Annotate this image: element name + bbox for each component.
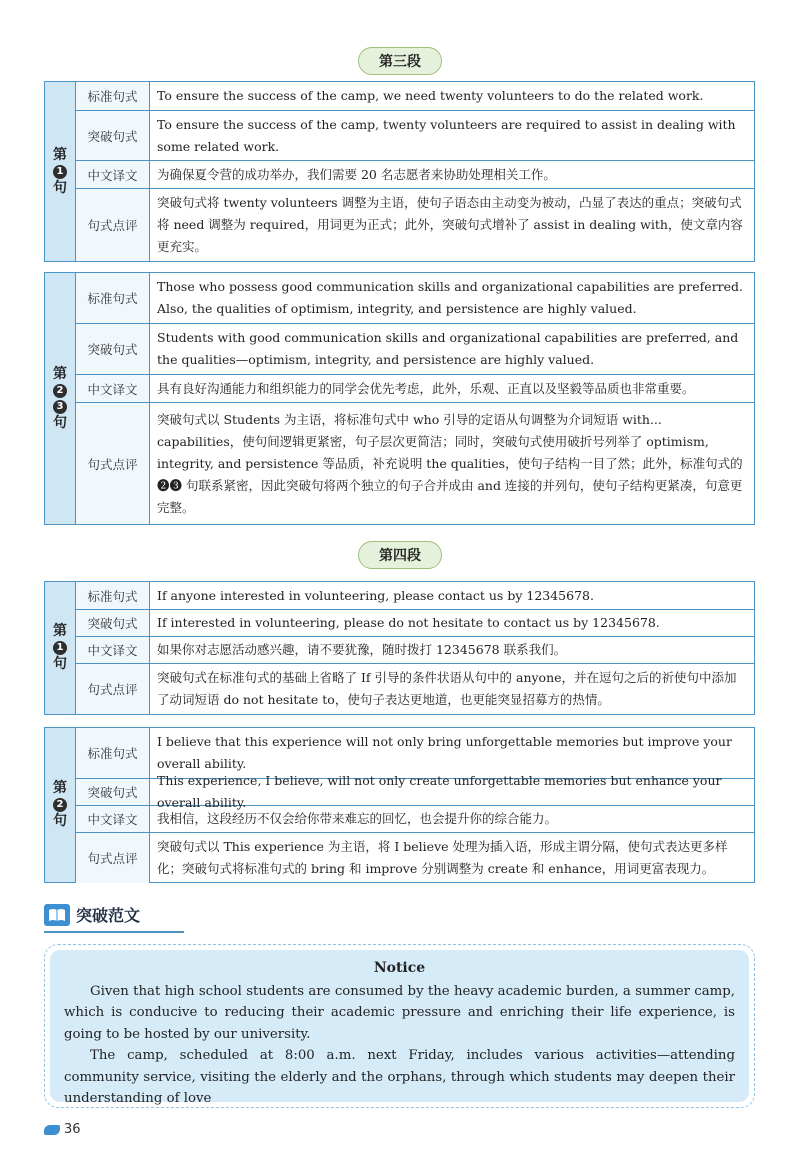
section-heading	[0, 47, 800, 75]
row-label: 中文译文	[76, 161, 150, 188]
table-row	[76, 610, 754, 637]
side-char: 句	[53, 813, 67, 829]
section-title: 第三段	[358, 47, 442, 75]
section-heading	[0, 541, 800, 569]
table-row	[76, 161, 754, 189]
row-label: 句式点评	[76, 189, 150, 261]
row-text: 突破句式将 twenty volunteers 调整为主语，使句子语态由主动变为被动，凸显了表达的重点；突破句式将 need 调整为 required，用词更为正式；此外，突破句式增补了 assist in dealing with，使文章内容更充实。	[157, 195, 743, 254]
row-text: 突破句式以 This experience 为主语，将 I believe 处理为插入语，形成主谓分隔，使句式表达更多样化；突破句式将标准句式的 bring 和 improve 分别调整为 create 和 enhance，用词更富表现力。	[157, 839, 728, 876]
side-char: 第	[53, 780, 67, 796]
side-char: 第	[53, 146, 67, 163]
sentence-block	[44, 727, 755, 883]
side-char: 句	[53, 179, 67, 196]
row-text: To ensure the success of the camp, we need twenty volunteers to do the related work.	[157, 88, 704, 103]
row-text: 为确保夏令营的成功举办，我们需要 20 名志愿者来协助处理相关工作。	[157, 166, 556, 182]
row-label: 突破句式	[76, 111, 150, 160]
table-row	[76, 637, 754, 664]
row-label: 句式点评	[76, 833, 150, 883]
table-row	[76, 375, 754, 403]
essay-box	[44, 944, 755, 1108]
table-row	[76, 82, 754, 111]
row-text: 我相信，这段经历不仅会给你带来难忘的回忆，也会提升你的综合能力。	[157, 811, 558, 826]
sentence-block	[44, 581, 755, 715]
row-text: Students with good communication skills and organizational capabilities are preferred, and the qualities—optimism, integrity, and persistence are highly valued.	[157, 330, 739, 367]
row-text: This experience, I believe, will not only create unforgettable memories but enhance your overall ability.	[157, 773, 722, 810]
table-row	[76, 833, 754, 883]
sentence-number	[45, 582, 76, 714]
table-row	[76, 664, 754, 714]
sentence-block	[44, 81, 755, 262]
table-row	[76, 806, 754, 833]
row-label: 突破句式	[76, 610, 150, 636]
table-row	[76, 111, 754, 161]
sentence-number	[45, 728, 76, 882]
essay-heading	[44, 903, 140, 926]
row-text: I believe that this experience will not only bring unforgettable memories but improve your overall ability.	[157, 734, 732, 771]
circled-number: 1	[53, 165, 67, 179]
row-text: To ensure the success of the camp, twenty volunteers are required to assist in dealing with some related work.	[157, 116, 736, 154]
row-text: 突破句式以 Students 为主语，将标准句式中 who 引导的定语从句调整为介词短语 with... capabilities，使句间逻辑更紧密，句子层次更简洁；同时，突破句式使用破折号列举了 optimism, integrity, and persistence 等品质，补充说明 the qualities，使句子结构一目了然；此外，标准句式的 ❷❸ 句联系紧密，因此突破句将两个独立的句子合并成由 and 连接的并列句，使句子结构更紧凑，句意更完整。	[157, 411, 743, 515]
essay-title: Notice	[373, 960, 426, 976]
table-row	[76, 324, 754, 375]
circled-number: 2	[53, 798, 67, 812]
circled-number: 3	[53, 400, 67, 414]
row-label: 句式点评	[76, 664, 150, 714]
row-text: If interested in volunteering, please do not hesitate to contact us by 12345678.	[157, 615, 660, 630]
side-char: 第	[53, 365, 67, 382]
row-text: 具有良好沟通能力和组织能力的同学会优先考虑，此外，乐观、正直以及坚毅等品质也非常重要。	[157, 380, 695, 396]
side-char: 句	[53, 656, 67, 672]
book-icon	[44, 904, 70, 926]
row-label: 突破句式	[76, 324, 150, 374]
row-label: 标准句式	[76, 82, 150, 110]
table-row	[76, 189, 754, 261]
essay-paragraph: The camp, scheduled at 8:00 a.m. next Friday, includes various activities—attending community service, visiting the elderly and the orphans, through which students may deepen their understanding of love	[64, 1048, 735, 1106]
table-row	[76, 773, 754, 810]
row-text: If anyone interested in volunteering, please contact us by 12345678.	[157, 587, 594, 603]
sentence-number	[45, 82, 76, 261]
row-text: 突破句式在标准句式的基础上省略了 If 引导的条件状语从句中的 anyone，并在逗句之后的祈使句中添加了动词短语 do not hesitate to，使句子表达更地道，也更能突显招募方的热情。	[157, 670, 737, 707]
divider	[44, 931, 184, 933]
circled-number: 1	[53, 641, 67, 655]
row-label: 句式点评	[76, 403, 150, 524]
essay-paragraph: Given that high school students are consumed by the heavy academic burden, a summer camp, which is conducive to reducing their academic pressure and enriching their life experience, is going to be hosted by our university.	[64, 983, 735, 1042]
row-label: 中文译文	[76, 806, 150, 832]
row-label: 突破句式	[76, 779, 150, 805]
side-char: 第	[53, 623, 67, 639]
sentence-block	[44, 272, 755, 525]
sentence-number	[45, 273, 76, 524]
row-label: 标准句式	[76, 273, 150, 323]
section-title: 第四段	[358, 541, 442, 569]
page-number-text: 36	[64, 1122, 81, 1137]
row-label: 标准句式	[76, 582, 150, 609]
table-row	[76, 403, 754, 524]
page-number	[44, 1122, 81, 1137]
table-row	[76, 582, 754, 610]
row-label: 中文译文	[76, 375, 150, 402]
row-text: 如果你对志愿活动感兴趣，请不要犹豫，随时拨打 12345678 联系我们。	[157, 642, 567, 657]
row-text: Those who possess good communication skills and organizational capabilities are preferred. Also, the qualities of optimism, integrity, and persistence are highly valued.	[157, 279, 744, 316]
page-mark-icon	[44, 1125, 60, 1135]
side-char: 句	[53, 414, 67, 431]
table-row	[76, 273, 754, 324]
essay-heading-text: 突破范文	[76, 906, 141, 925]
row-label: 标准句式	[76, 728, 150, 778]
row-label: 中文译文	[76, 637, 150, 663]
circled-number: 2	[53, 384, 67, 398]
